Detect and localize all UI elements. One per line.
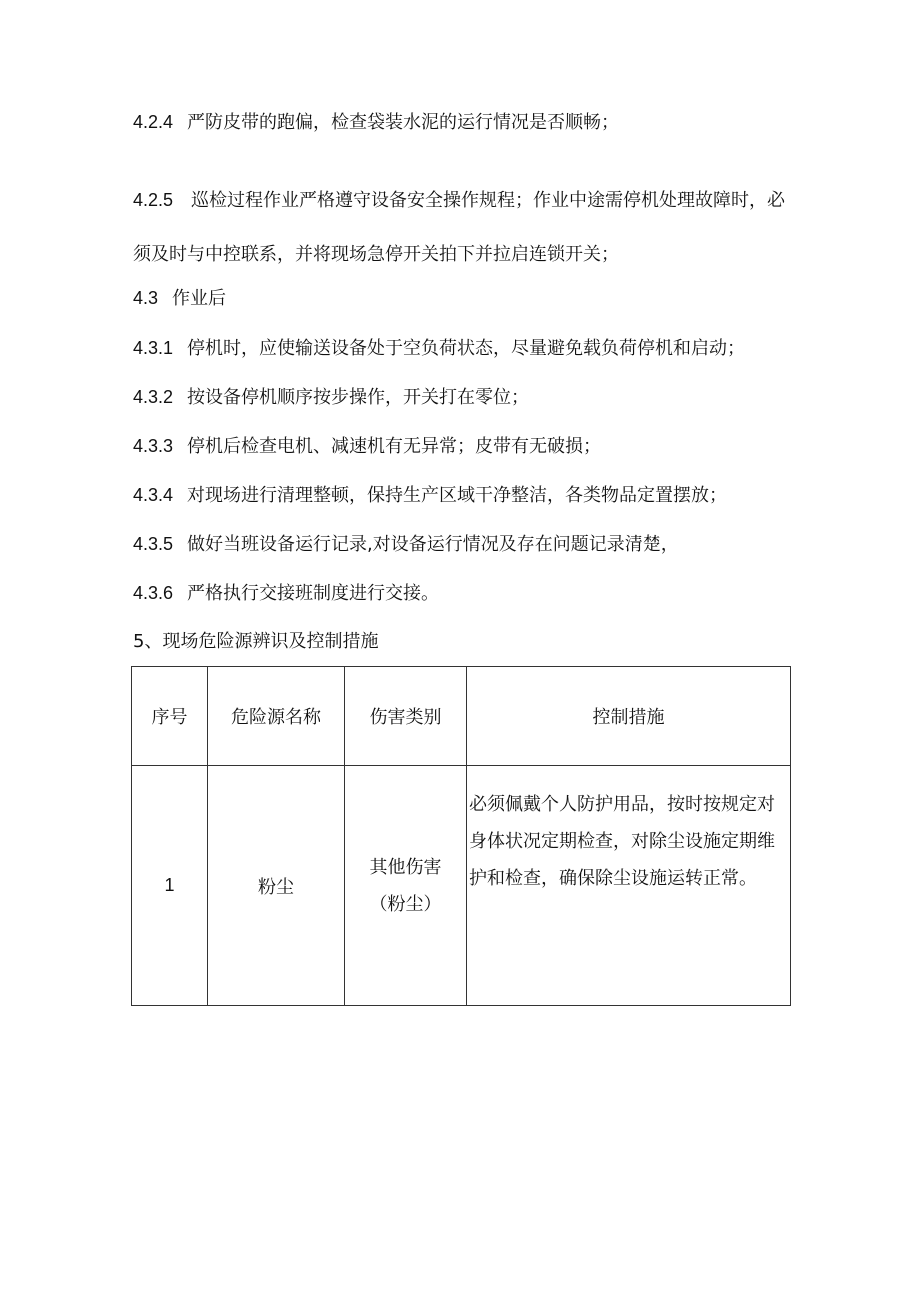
section-heading-4-3 [133,285,793,312]
item-text: 严格执行交接班制度进行交接。 [187,583,440,604]
section-title: 5、现场危险源辨识及控制措施 [133,631,379,652]
item-number: 4.3.3 [133,436,174,456]
harm-type-line2: （粉尘） [369,893,442,915]
table-row [132,766,791,1006]
harm-type-line1: 其他伤害 [369,856,442,878]
item-4-3-3 [133,433,793,460]
item-4-3-1 [133,335,793,362]
hazard-table [131,666,791,1006]
cell-hazard-name: 粉尘 [208,766,345,1006]
header-hazard-name: 危险源名称 [208,667,345,766]
cell-harm-type [345,766,467,1006]
cell-seq: 1 [132,766,208,1006]
item-4-3-2 [133,384,793,411]
item-text: 做好当班设备运行记录,对设备运行情况及存在问题记录清楚， [187,534,679,555]
item-4-2-5 [133,173,793,282]
item-text: 停机后检查电机、减速机有无异常；皮带有无破损； [187,436,602,457]
item-4-2-4 [133,109,793,136]
item-number: 4.3.1 [133,338,174,358]
item-number: 4.3.6 [133,583,174,603]
item-number: 4.3.2 [133,387,174,407]
cell-measures: 必须佩戴个人防护用品，按时按规定对身体状况定期检查，对除尘设施定期维护和检查，确保除尘设施运转正常。 [467,766,791,1006]
item-text: 巡检过程作业严格遵守设备安全操作规程；作业中途需停机处理故障时，必须及时与中控联系，并将现场急停开关拍下并拉启连锁开关； [133,190,786,265]
item-text: 停机时，应使输送设备处于空负荷状态，尽量避免载负荷停机和启动； [187,338,746,359]
item-4-3-5 [133,531,793,558]
item-number: 4.3.4 [133,485,174,505]
table-header-row [132,667,791,766]
item-4-3-6 [133,580,793,607]
item-text: 严防皮带的跑偏，检查袋装水泥的运行情况是否顺畅； [187,112,620,133]
item-text: 作业后 [172,288,227,309]
header-harm-type: 伤害类别 [345,667,467,766]
item-4-3-4 [133,482,793,509]
header-measures: 控制措施 [467,667,791,766]
item-number: 4.3.5 [133,534,174,554]
item-number: 4.2.4 [133,112,174,132]
header-seq: 序号 [132,667,208,766]
item-number: 4.3 [133,288,159,308]
item-text: 按设备停机顺序按步操作，开关打在零位； [187,387,530,408]
item-text: 对现场进行清理整顿，保持生产区域干净整洁，各类物品定置摆放； [187,485,728,506]
item-number: 4.2.5 [133,190,174,210]
